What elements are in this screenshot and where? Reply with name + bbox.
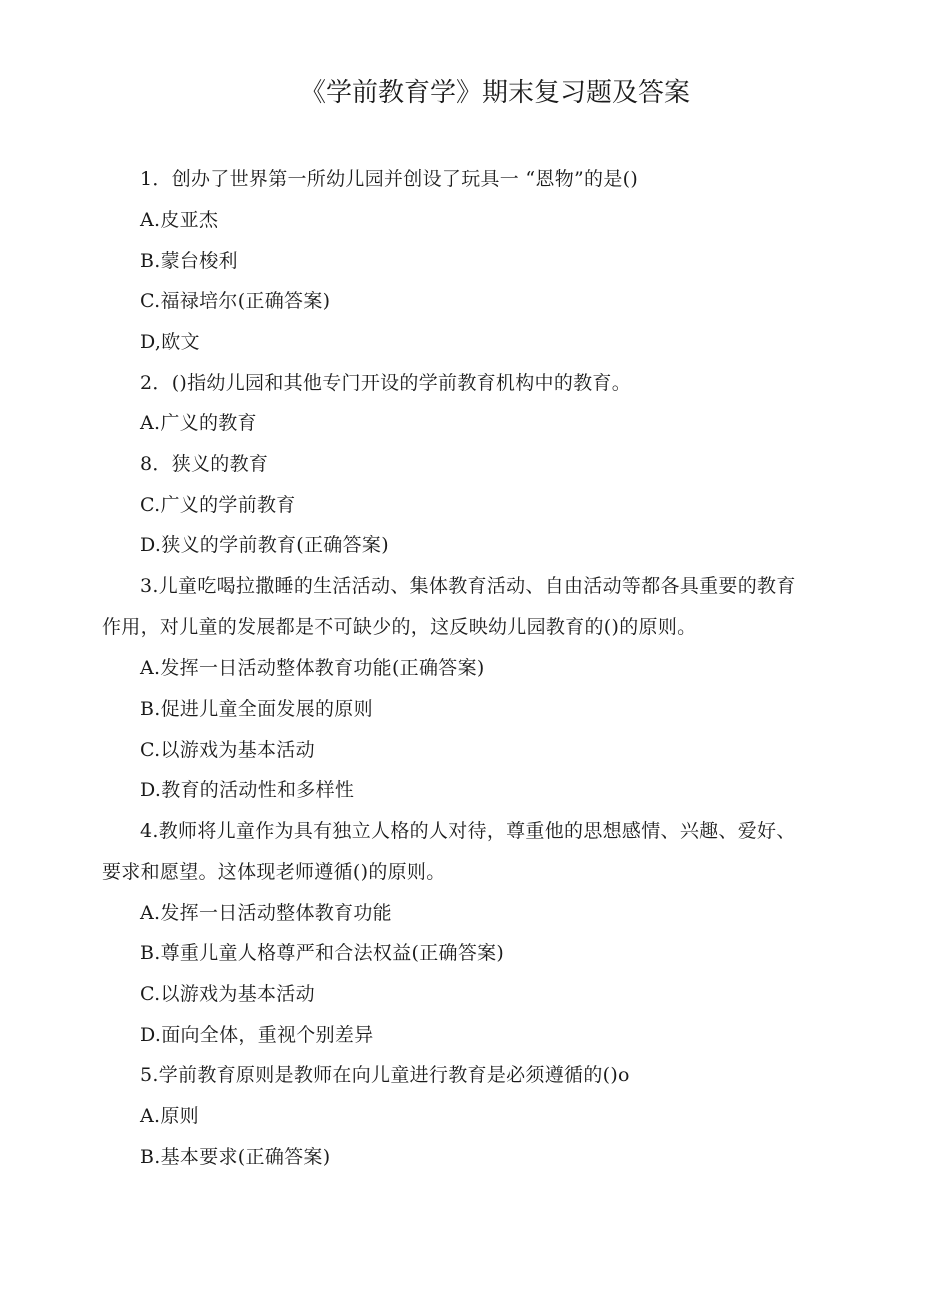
q5-option-b: B.基本要求(正确答案) bbox=[140, 1146, 331, 1168]
q3-option-a: A.发挥一日活动整体教育功能(正确答案) bbox=[140, 657, 485, 679]
q3-option-d: D.教育的活动性和多样性 bbox=[140, 779, 355, 801]
q2-option-b: 8．狭义的教育 bbox=[140, 453, 269, 475]
q2-option-c: C.广义的学前教育 bbox=[140, 494, 296, 516]
q4-option-b: B.尊重儿童人格尊严和合法权益(正确答案) bbox=[140, 942, 505, 964]
question-4-text-cont: 要求和愿望。这体现老师遵循()的原则。 bbox=[102, 861, 446, 883]
question-2-text: 2．()指幼儿园和其他专门开设的学前教育机构中的教育。 bbox=[140, 372, 632, 394]
q1-option-b: B.蒙台梭利 bbox=[140, 250, 238, 272]
q1-option-c: C.福禄培尔(正确答案) bbox=[140, 290, 331, 312]
question-4-text: 4.教师将儿童作为具有独立人格的人对待，尊重他的思想感情、兴趣、爱好、 bbox=[140, 820, 796, 842]
document-title: 《学前教育学》期末复习题及答案 bbox=[300, 78, 691, 108]
q2-option-d: D.狭义的学前教育(正确答案) bbox=[140, 534, 389, 556]
q4-option-a: A.发挥一日活动整体教育功能 bbox=[140, 902, 392, 924]
question-3-text-cont: 作用，对儿童的发展都是不可缺少的，这反映幼儿园教育的()的原则。 bbox=[102, 616, 697, 638]
q4-option-d: D.面向全体，重视个别差异 bbox=[140, 1024, 374, 1046]
q1-option-a: A.皮亚杰 bbox=[140, 209, 219, 231]
q2-option-a: A.广义的教育 bbox=[140, 412, 257, 434]
q4-option-c: C.以游戏为基本活动 bbox=[140, 983, 315, 1005]
question-5-text: 5.学前教育原则是教师在向儿童进行教育是必须遵循的()o bbox=[140, 1064, 630, 1086]
q1-option-d: D,欧文 bbox=[140, 331, 200, 353]
q5-option-a: A.原则 bbox=[140, 1105, 199, 1127]
q3-option-b: B.促进儿童全面发展的原则 bbox=[140, 698, 373, 720]
q3-option-c: C.以游戏为基本活动 bbox=[140, 739, 315, 761]
question-1-text: 1．创办了世界第一所幼儿园并创设了玩具一 “恩物”的是() bbox=[140, 168, 639, 190]
question-3-text: 3.儿童吃喝拉撒睡的生活活动、集体教育活动、自由活动等都各具重要的教育 bbox=[140, 575, 796, 597]
